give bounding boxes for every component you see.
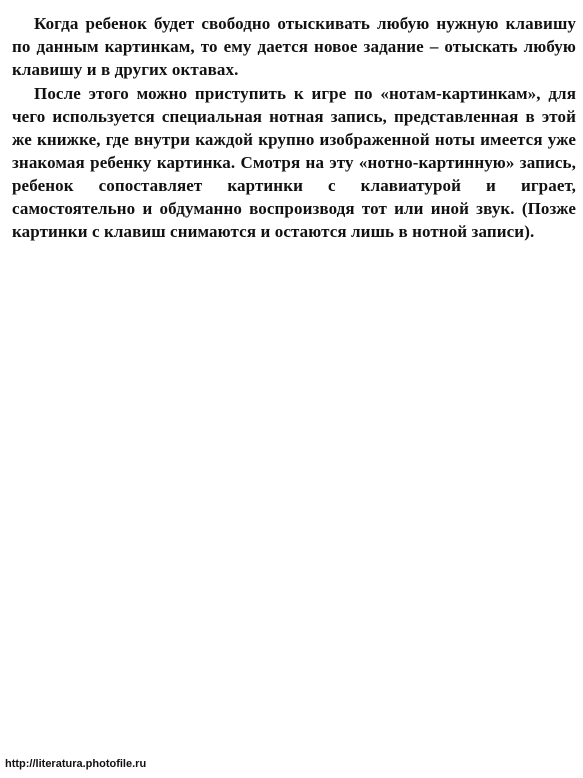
source-url: http://literatura.photofile.ru xyxy=(5,758,147,770)
paragraph-2: После этого можно приступить к игре по «нотам-картинкам», для чего используется специальная нотная запись, представленная в этой же книжке, где внутри каждой крупно изображенной ноты имеется уже знакомая ребенку картинка. Смотря на эту «нотно-картинную» запись, ребенок сопоставляет картинки с клавиатурой и играет, самостоятельно и обдуманно воспроизводя тот или иной звук. (Позже картинки с клавиш снимаются и остаются лишь в нотной записи). xyxy=(12,84,576,241)
paragraph-1: Когда ребенок будет свободно отыскивать любую нужную клавишу по данным картинкам, то ему дается новое задание – отыскать любую клавишу и в других октавах. xyxy=(12,14,576,79)
body-text xyxy=(12,12,576,243)
